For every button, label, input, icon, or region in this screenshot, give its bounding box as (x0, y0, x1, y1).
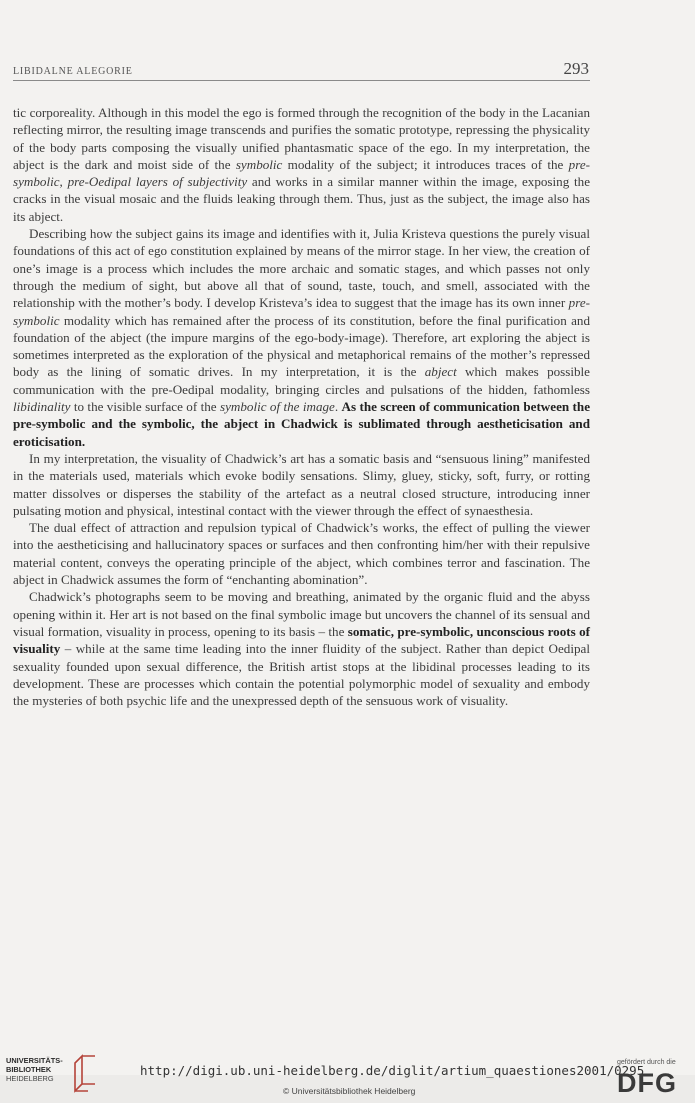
text-run: . (334, 399, 342, 415)
text-run: which makes possible communication with the pre-Oedipal modality, bringing circles and pulsations of the hidden, fathomless (13, 364, 590, 397)
italic-run: abject (424, 364, 457, 380)
source-url-link[interactable]: http://digi.ub.uni-heidelberg.de/diglit/artium_quaestiones2001/0295 (140, 1063, 645, 1078)
text-run: and works in a similar manner within the image, exposing the cracks in the visual mosaic and the fluids leaking through them. Thus, just as the subject, the image also has its abject. (13, 174, 591, 224)
bold-run: somatic, pre-symbolic, unconscious roots of visuality (13, 623, 590, 657)
page-number: 293 (563, 59, 589, 78)
text-run: – while at the same time leading into the inner fluidity of the subject. Rather than depict Oedipal sexuality founded upon sexual difference, the British artist stops at the libidinal processes leading to its development. These are processes which contain the potential polymorphic model of sexuality and embody the mysteries of both psychic life and the unexpressed depth of the sensuous work of visuality. (13, 641, 590, 709)
paragraph-5 (13, 588, 590, 709)
body-text (13, 104, 590, 709)
text-run: Describing how the subject gains its image and identifies with it, Julia Kristeva questions the purely visual foundations of this act of ego constitution explained by means of the mirror stage. In her view, the creation of one’s image is a process which includes the more archaic and somatic stages, and which passes not only through the medium of sight, but above all that of sound, taste, touch, and smell, associated with the relationship with the mother’s body. I develop Kristeva’s idea to suggest that the image has its own inner (13, 226, 590, 311)
text-run: modality which has remained after the process of its constitution, before the final purification and foundation of the abject (the impure margins of the ego-body-image). Therefore, art exploring the abject is sometimes interpreted as the exploration of the physical and metaphorical remains of the mother’s repressed body as the lining of somatic drives. In my interpretation, it is the (13, 312, 590, 380)
copyright-text: © Universitätsbibliothek Heidelberg (283, 1086, 416, 1096)
paragraph-3: In my interpretation, the visuality of Chadwick’s art has a somatic basis and “sensuous lining” manifested in the materials used, materials which evoke bodily sensations. Slimy, gluey, sticky, soft, furry, or rotting matter dissolves or disperses the stability of the artefact as a neutral closed structure, introducing inner pulsating motion and physical, intestinal contact with the viewer through the effect of synaesthesia. (13, 450, 590, 518)
funded-by-label: gefördert durch die (617, 1059, 676, 1066)
library-line-1: UNIVERSITÄTS- (6, 1056, 63, 1065)
italic-run: pre-symbolic, pre-Oedipal layers of subjectivity (13, 156, 590, 190)
italic-run: pre-symbolic (13, 295, 590, 328)
text-run: tic corporeality. Although in this model the ego is formed through the recognition of the body in the Lacanian reflecting mirror, the resulting image transcends and purifies the somatic prototype, repressing the physicality of the body parts composing the visually unified phantasmatic space of the ego. In my interpretation, the abject is the dark and moist side of the (13, 105, 590, 172)
italic-run: symbolic of the image (219, 399, 335, 415)
library-line-2: BIBLIOTHEK (6, 1065, 52, 1074)
library-logo-text (6, 1056, 72, 1083)
italic-run: libidinality (13, 399, 71, 415)
text-run: modality of the subject; it introduces traces of the (282, 156, 569, 172)
bold-run: As the screen of communication between the pre-symbolic and the symbolic, the abject in Chadwick is sublimated through aestheticisation and eroticisation. (13, 399, 591, 449)
library-line-3: HEIDELBERG (6, 1074, 54, 1083)
text-run: Chadwick’s photographs seem to be moving and breathing, animated by the organic fluid and the abyss opening within it. Her art is not based on the final symbolic image but uncovers the channel of its sensual and visual formation, visuality in process, opening to its basis – the (13, 589, 590, 639)
running-title: LIBIDALNE ALEGORIE (13, 66, 133, 77)
library-logo-icon (72, 1051, 98, 1095)
italic-run: symbolic (235, 156, 283, 172)
dfg-logo: DFG (617, 1068, 677, 1098)
paragraph-2 (13, 225, 590, 450)
paragraph-4: The dual effect of attraction and repulsion typical of Chadwick’s works, the effect of pulling the viewer into the aestheticising and hallucinatory spaces or surfaces and then confronting him/her with their repulsive material content, conveys the operating principle of the abject, which combines terror and fascination. The abject in Chadwick assumes the form of “enchanting abomination”. (13, 520, 590, 588)
text-run: to the visible surface of the (70, 399, 220, 415)
header-rule (13, 80, 590, 81)
paragraph-1 (13, 104, 590, 225)
